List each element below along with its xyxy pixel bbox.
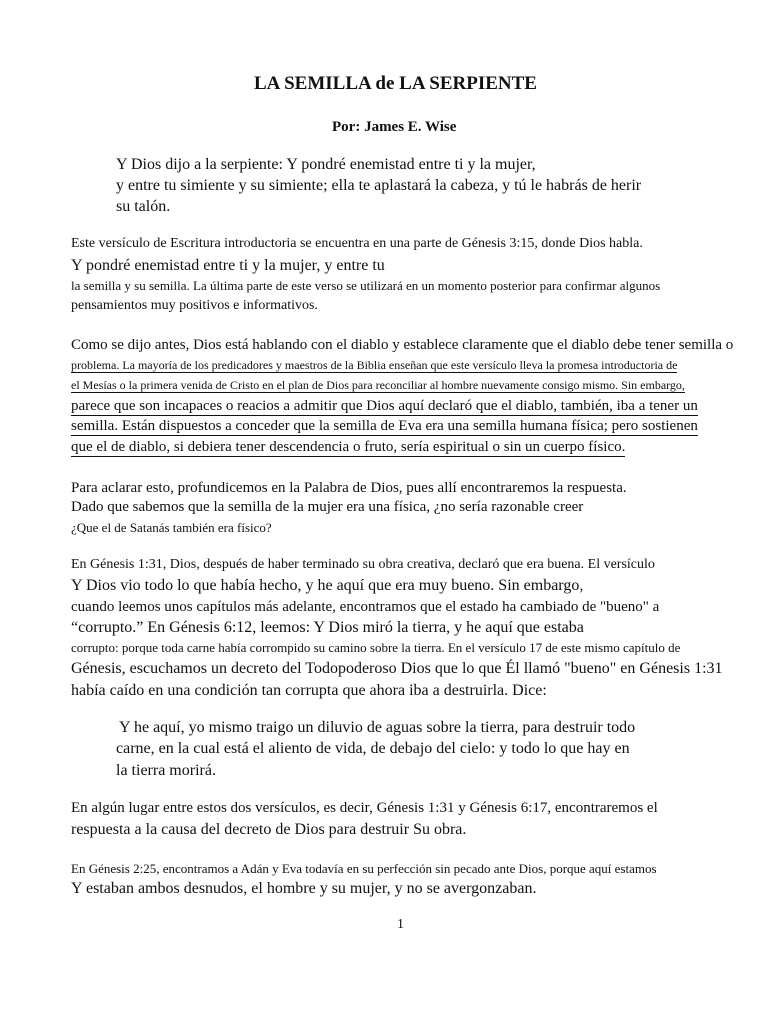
paragraph-line: Como se dijo antes, Dios está hablando con el diablo y establece claramente que el diablo debe tener semilla o <box>71 337 734 353</box>
paragraph-line: En Génesis 2:25, encontramos a Adán y Eva todavía en su perfección sin pecado ante Dios, porque aquí estamos <box>71 861 657 876</box>
quote-line: Y Dios dijo a la serpiente: Y pondré enemistad entre ti y la mujer, <box>116 156 536 173</box>
quote-line: Y he aquí, yo mismo traigo un diluvio de aguas sobre la tierra, para destruir todo <box>119 719 636 736</box>
paragraph-line: Este versículo de Escritura introductoria se encuentra en una parte de Génesis 3:15, donde Dios habla. <box>71 236 643 251</box>
paragraph-line: Génesis, escuchamos un decreto del Todopoderoso Dios que lo que Él llamó "bueno" en Génesis 1:31 <box>71 660 723 677</box>
paragraph-line: corrupto: porque toda carne había corrompido su camino sobre la tierra. En el versículo 17 de este mismo capítulo de <box>71 640 681 655</box>
paragraph-line: pensamientos muy positivos e informativos. <box>71 298 318 313</box>
paragraph-line: Y Dios vio todo lo que había hecho, y he aquí que era muy bueno. Sin embargo, <box>71 577 584 594</box>
paragraph-line: En Génesis 1:31, Dios, después de haber terminado su obra creativa, declaró que era buena. El versículo <box>71 557 655 572</box>
paragraph-line: el Mesías o la primera venida de Cristo en el plan de Dios para reconciliar al hombre nuevamente consigo mismo. Sin embargo, <box>71 378 685 392</box>
paragraph-line: que el de diablo, si debiera tener descendencia o fruto, sería espiritual o sin un cuerpo físico. <box>71 439 626 455</box>
paragraph-line: cuando leemos unos capítulos más adelante, encontramos que el estado ha cambiado de "bueno" a <box>71 599 660 615</box>
page-number: 1 <box>397 917 404 932</box>
paragraph-line: la semilla y su semilla. La última parte de este verso se utilizará en un momento posterior para confirmar algunos <box>71 278 661 293</box>
paragraph-line: había caído en una condición tan corrupta que ahora iba a destruirla. Dice: <box>71 682 547 699</box>
document-author: Por: James E. Wise <box>332 119 457 135</box>
paragraph-line: Dado que sabemos que la semilla de la mujer era una física, ¿no sería razonable creer <box>71 499 584 515</box>
document-title: LA SEMILLA de LA SERPIENTE <box>254 73 537 94</box>
paragraph-line: Y estaban ambos desnudos, el hombre y su mujer, y no se avergonzaban. <box>71 880 537 897</box>
paragraph-line: respuesta a la causa del decreto de Dios para destruir Su obra. <box>71 821 467 838</box>
paragraph-line: “corrupto.” En Génesis 6:12, leemos: Y Dios miró la tierra, y he aquí que estaba <box>71 619 584 636</box>
paragraph-line: semilla. Están dispuestos a conceder que la semilla de Eva era una semilla humana física; pero sostienen <box>71 418 698 434</box>
paragraph-line: parece que son incapaces o reacios a admitir que Dios aquí declaró que el diablo, también, iba a tener un <box>71 398 698 414</box>
paragraph-line: En algún lugar entre estos dos versículos, es decir, Génesis 1:31 y Génesis 6:17, encontraremos el <box>71 800 658 816</box>
quote-line: su talón. <box>116 198 171 215</box>
paragraph-line: Para aclarar esto, profundicemos en la Palabra de Dios, pues allí encontraremos la respuesta. <box>71 480 627 496</box>
quote-line: y entre tu simiente y su simiente; ella te aplastará la cabeza, y tú le habrás de herir <box>116 177 642 194</box>
paragraph-line: Y pondré enemistad entre ti y la mujer, y entre tu <box>71 257 385 274</box>
quote-line: carne, en la cual está el aliento de vida, de debajo del cielo: y todo lo que hay en <box>116 740 630 757</box>
quote-line: la tierra morirá. <box>116 762 216 779</box>
paragraph-line: ¿Que el de Satanás también era físico? <box>71 520 272 535</box>
paragraph-line: problema. La mayoría de los predicadores y maestros de la Biblia enseñan que este versículo lleva la promesa introductoria de <box>71 358 678 372</box>
